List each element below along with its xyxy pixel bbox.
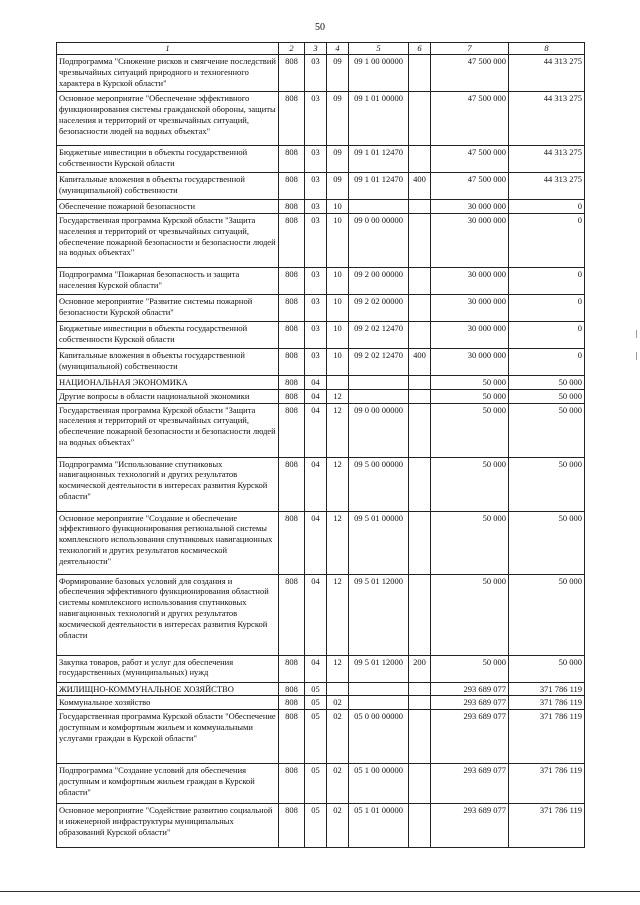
amount-year-2: 50 000 [509, 457, 585, 511]
row-name: Основное мероприятие "Содействие развитию социальной и инженерной инфраструктуры муниципальных образований Курской области" [57, 804, 279, 848]
column-header: 4 [327, 43, 349, 55]
target-article-code: 09 5 01 12000 [349, 655, 409, 682]
section-code: 04 [305, 511, 327, 574]
section-code: 05 [305, 764, 327, 804]
amount-year-1: 30 000 000 [431, 294, 509, 321]
subsection-code [327, 682, 349, 696]
admin-code: 808 [279, 389, 305, 403]
subsection-code: 10 [327, 267, 349, 294]
amount-year-1: 50 000 [431, 511, 509, 574]
target-article-code [349, 682, 409, 696]
scan-mark [636, 330, 637, 338]
section-code: 03 [305, 294, 327, 321]
expense-type-code: 200 [409, 655, 431, 682]
amount-year-1: 50 000 [431, 655, 509, 682]
amount-year-1: 30 000 000 [431, 199, 509, 213]
target-article-code: 09 1 01 12470 [349, 145, 409, 172]
amount-year-2: 0 [509, 348, 585, 375]
row-name: Основное мероприятие "Развитие системы пожарной безопасности Курской области" [57, 294, 279, 321]
table-row [57, 389, 585, 403]
expense-type-code [409, 696, 431, 710]
admin-code: 808 [279, 294, 305, 321]
table-body [57, 54, 585, 847]
admin-code: 808 [279, 710, 305, 764]
row-name: Капитальные вложения в объекты государственной (муниципальной) собственности [57, 172, 279, 199]
section-code: 05 [305, 696, 327, 710]
subsection-code: 09 [327, 91, 349, 145]
row-name: Закупка товаров, работ и услуг для обеспечения государственных (муниципальных) нужд [57, 655, 279, 682]
admin-code: 808 [279, 375, 305, 389]
subsection-code: 10 [327, 321, 349, 348]
row-name: Коммунальное хозяйство [57, 696, 279, 710]
section-code: 03 [305, 348, 327, 375]
target-article-code: 09 0 00 00000 [349, 213, 409, 267]
amount-year-1: 30 000 000 [431, 348, 509, 375]
expense-type-code [409, 804, 431, 848]
section-code: 05 [305, 710, 327, 764]
admin-code: 808 [279, 682, 305, 696]
target-article-code: 09 0 00 00000 [349, 403, 409, 457]
target-article-code: 09 5 01 00000 [349, 511, 409, 574]
table-row [57, 804, 585, 848]
amount-year-2: 0 [509, 294, 585, 321]
section-code: 03 [305, 54, 327, 91]
table-row [57, 457, 585, 511]
page-number: 50 [315, 22, 325, 33]
admin-code: 808 [279, 764, 305, 804]
amount-year-1: 293 689 077 [431, 804, 509, 848]
section-code: 05 [305, 804, 327, 848]
amount-year-1: 293 689 077 [431, 764, 509, 804]
admin-code: 808 [279, 172, 305, 199]
section-code: 04 [305, 375, 327, 389]
amount-year-2: 0 [509, 199, 585, 213]
amount-year-2: 371 786 119 [509, 764, 585, 804]
admin-code: 808 [279, 655, 305, 682]
target-article-code: 09 1 01 00000 [349, 91, 409, 145]
expense-type-code [409, 457, 431, 511]
section-code: 03 [305, 172, 327, 199]
admin-code: 808 [279, 348, 305, 375]
section-code: 03 [305, 213, 327, 267]
table-row [57, 375, 585, 389]
target-article-code: 09 1 01 12470 [349, 172, 409, 199]
table-row [57, 294, 585, 321]
table-row [57, 764, 585, 804]
subsection-code: 12 [327, 574, 349, 655]
subsection-code: 09 [327, 145, 349, 172]
expense-type-code [409, 403, 431, 457]
amount-year-1: 47 500 000 [431, 91, 509, 145]
table-row [57, 199, 585, 213]
amount-year-1: 293 689 077 [431, 682, 509, 696]
row-name: Государственная программа Курской области "Обеспечение доступным и комфортным жильем и коммунальными услугами граждан в Курской области" [57, 710, 279, 764]
amount-year-2: 50 000 [509, 574, 585, 655]
amount-year-1: 50 000 [431, 403, 509, 457]
target-article-code: 09 2 02 12470 [349, 348, 409, 375]
expense-type-code [409, 389, 431, 403]
admin-code: 808 [279, 804, 305, 848]
table-row [57, 655, 585, 682]
row-name: Обеспечение пожарной безопасности [57, 199, 279, 213]
subsection-code: 10 [327, 294, 349, 321]
section-code: 04 [305, 457, 327, 511]
amount-year-2: 371 786 119 [509, 710, 585, 764]
subsection-code: 09 [327, 172, 349, 199]
table-row [57, 91, 585, 145]
row-name: Государственная программа Курской области "Защита населения и территорий от чрезвычайных ситуаций, обеспечение пожарной безопасности и безопасности людей на водных объектах" [57, 403, 279, 457]
table-row [57, 682, 585, 696]
target-article-code: 05 1 01 00000 [349, 804, 409, 848]
table-row [57, 511, 585, 574]
subsection-code: 10 [327, 348, 349, 375]
amount-year-2: 50 000 [509, 655, 585, 682]
expense-type-code [409, 511, 431, 574]
expense-type-code [409, 764, 431, 804]
subsection-code: 12 [327, 457, 349, 511]
row-name: Бюджетные инвестиции в объекты государственной собственности Курской области [57, 321, 279, 348]
expense-type-code [409, 54, 431, 91]
subsection-code: 02 [327, 710, 349, 764]
target-article-code: 09 5 00 00000 [349, 457, 409, 511]
expense-type-code [409, 321, 431, 348]
amount-year-1: 30 000 000 [431, 213, 509, 267]
amount-year-1: 30 000 000 [431, 267, 509, 294]
expense-type-code [409, 682, 431, 696]
expense-type-code [409, 145, 431, 172]
subsection-code: 02 [327, 804, 349, 848]
table-row [57, 267, 585, 294]
subsection-code: 12 [327, 511, 349, 574]
row-name: ЖИЛИЩНО-КОММУНАЛЬНОЕ ХОЗЯЙСТВО [57, 682, 279, 696]
subsection-code: 12 [327, 389, 349, 403]
amount-year-2: 371 786 119 [509, 696, 585, 710]
table-row [57, 574, 585, 655]
section-code: 03 [305, 145, 327, 172]
section-code: 03 [305, 267, 327, 294]
amount-year-1: 30 000 000 [431, 321, 509, 348]
expense-type-code [409, 710, 431, 764]
admin-code: 808 [279, 696, 305, 710]
row-name: Основное мероприятие "Создание и обеспечение эффективного функционирования региональной системы комплексного использования спутниковых навигационных технологий и других результатов космической деятельности" [57, 511, 279, 574]
section-code: 03 [305, 91, 327, 145]
section-code: 04 [305, 655, 327, 682]
amount-year-2: 50 000 [509, 403, 585, 457]
expense-type-code [409, 199, 431, 213]
table-row [57, 172, 585, 199]
admin-code: 808 [279, 321, 305, 348]
column-header: 3 [305, 43, 327, 55]
admin-code: 808 [279, 457, 305, 511]
column-header: 1 [57, 43, 279, 55]
amount-year-2: 44 313 275 [509, 91, 585, 145]
target-article-code: 09 2 02 00000 [349, 294, 409, 321]
amount-year-2: 50 000 [509, 389, 585, 403]
subsection-code: 10 [327, 199, 349, 213]
table-row [57, 348, 585, 375]
row-name: Другие вопросы в области национальной экономики [57, 389, 279, 403]
target-article-code [349, 199, 409, 213]
table-row [57, 321, 585, 348]
row-name: Капитальные вложения в объекты государственной (муниципальной) собственности [57, 348, 279, 375]
column-header: 8 [509, 43, 585, 55]
amount-year-2: 0 [509, 267, 585, 294]
amount-year-2: 50 000 [509, 511, 585, 574]
amount-year-2: 0 [509, 213, 585, 267]
expense-type-code [409, 574, 431, 655]
section-code: 04 [305, 403, 327, 457]
target-article-code [349, 389, 409, 403]
row-name: Бюджетные инвестиции в объекты государственной собственности Курской области [57, 145, 279, 172]
subsection-code: 10 [327, 213, 349, 267]
expense-type-code: 400 [409, 172, 431, 199]
row-name: Основное мероприятие "Обеспечение эффективного функционирования системы гражданской обороны, защиты населения и территорий от чрезвычайных ситуаций, безопасности людей на водных объектах" [57, 91, 279, 145]
amount-year-1: 50 000 [431, 574, 509, 655]
expense-type-code [409, 213, 431, 267]
subsection-code: 02 [327, 696, 349, 710]
target-article-code: 05 0 00 00000 [349, 710, 409, 764]
admin-code: 808 [279, 403, 305, 457]
amount-year-1: 47 500 000 [431, 145, 509, 172]
section-code: 05 [305, 682, 327, 696]
table-row [57, 54, 585, 91]
admin-code: 808 [279, 145, 305, 172]
target-article-code: 09 1 00 00000 [349, 54, 409, 91]
expense-type-code [409, 267, 431, 294]
admin-code: 808 [279, 199, 305, 213]
row-name: НАЦИОНАЛЬНАЯ ЭКОНОМИКА [57, 375, 279, 389]
section-code: 03 [305, 199, 327, 213]
amount-year-1: 50 000 [431, 389, 509, 403]
expense-type-code [409, 375, 431, 389]
target-article-code: 09 2 02 12470 [349, 321, 409, 348]
bottom-rule [0, 891, 640, 892]
amount-year-2: 371 786 119 [509, 804, 585, 848]
column-header: 5 [349, 43, 409, 55]
amount-year-1: 47 500 000 [431, 172, 509, 199]
amount-year-2: 50 000 [509, 375, 585, 389]
row-name: Формирование базовых условий для создания и обеспечения эффективного функционирования областной системы комплексного использования спутниковых навигационных технологий и других результатов космической деятельности в интересах развития Курской области [57, 574, 279, 655]
amount-year-1: 293 689 077 [431, 710, 509, 764]
amount-year-2: 44 313 275 [509, 172, 585, 199]
subsection-code [327, 375, 349, 389]
section-code: 03 [305, 321, 327, 348]
admin-code: 808 [279, 574, 305, 655]
column-number-header [57, 43, 585, 55]
target-article-code: 09 2 00 00000 [349, 267, 409, 294]
admin-code: 808 [279, 91, 305, 145]
admin-code: 808 [279, 54, 305, 91]
target-article-code [349, 375, 409, 389]
admin-code: 808 [279, 213, 305, 267]
table-row [57, 213, 585, 267]
subsection-code: 09 [327, 54, 349, 91]
table-row [57, 696, 585, 710]
budget-table [56, 42, 585, 848]
subsection-code: 12 [327, 403, 349, 457]
subsection-code: 12 [327, 655, 349, 682]
column-header: 6 [409, 43, 431, 55]
row-name: Подпрограмма "Снижение рисков и смягчение последствий чрезвычайных ситуаций природного и техногенного характера в Курской области" [57, 54, 279, 91]
amount-year-1: 47 500 000 [431, 54, 509, 91]
scan-mark [636, 352, 637, 360]
target-article-code: 05 1 00 00000 [349, 764, 409, 804]
expense-type-code: 400 [409, 348, 431, 375]
row-name: Государственная программа Курской области "Защита населения и территорий от чрезвычайных ситуаций, обеспечение пожарной безопасности и безопасности людей на водных объектах" [57, 213, 279, 267]
row-name: Подпрограмма "Создание условий для обеспечения доступным и комфортным жильем граждан в Курской области" [57, 764, 279, 804]
target-article-code [349, 696, 409, 710]
amount-year-1: 293 689 077 [431, 696, 509, 710]
table-row [57, 403, 585, 457]
row-name: Подпрограмма "Использование спутниковых навигационных технологий и других результатов космической деятельности в интересах развития Курской области" [57, 457, 279, 511]
amount-year-2: 371 786 119 [509, 682, 585, 696]
amount-year-2: 0 [509, 321, 585, 348]
admin-code: 808 [279, 267, 305, 294]
expense-type-code [409, 91, 431, 145]
subsection-code: 02 [327, 764, 349, 804]
amount-year-2: 44 313 275 [509, 54, 585, 91]
section-code: 04 [305, 389, 327, 403]
amount-year-2: 44 313 275 [509, 145, 585, 172]
amount-year-1: 50 000 [431, 457, 509, 511]
column-header: 2 [279, 43, 305, 55]
row-name: Подпрограмма "Пожарная безопасность и защита населения Курской области" [57, 267, 279, 294]
admin-code: 808 [279, 511, 305, 574]
expense-type-code [409, 294, 431, 321]
column-header: 7 [431, 43, 509, 55]
table-row [57, 710, 585, 764]
table-row [57, 145, 585, 172]
section-code: 04 [305, 574, 327, 655]
target-article-code: 09 5 01 12000 [349, 574, 409, 655]
amount-year-1: 50 000 [431, 375, 509, 389]
